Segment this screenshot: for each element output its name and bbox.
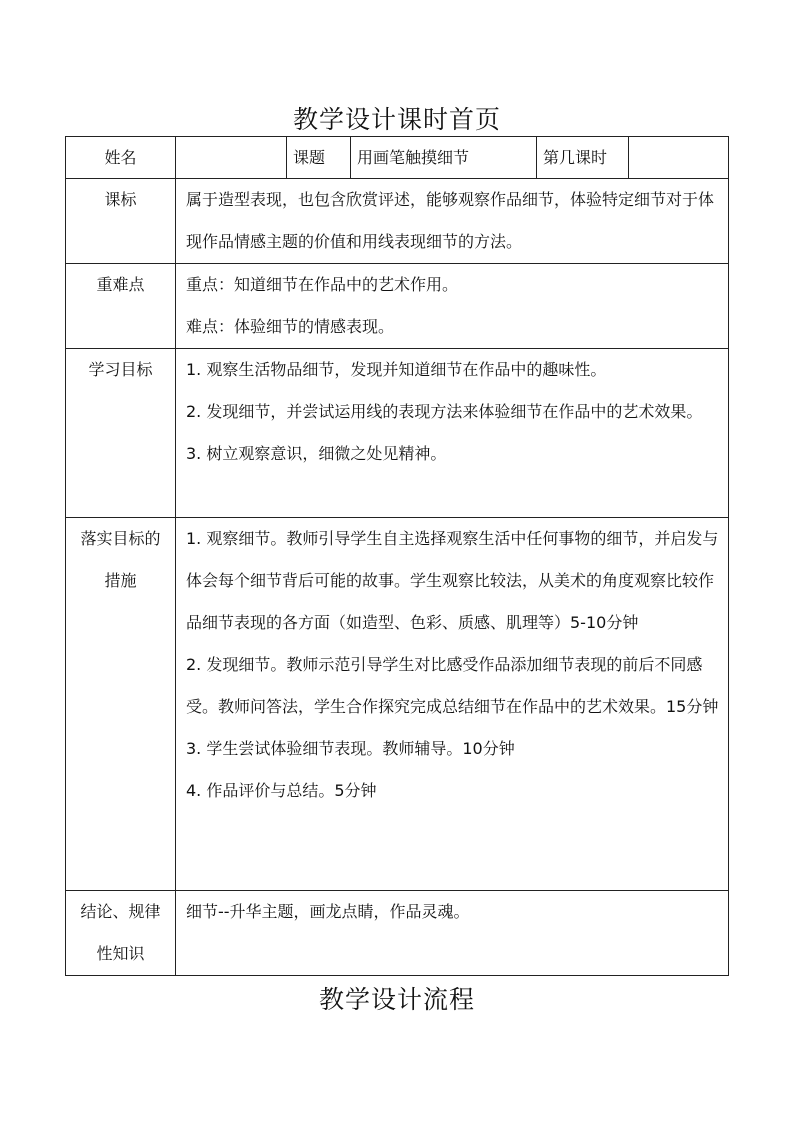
lesson-number-value <box>629 137 729 179</box>
row-label-line: 措施 <box>104 571 137 590</box>
measure-item: 1. 观察细节。教师引导学生自主选择观察生活中任何事物的细节，并启发与体会每个细节背后可能的故事。学生观察比较法，从美术的角度观察比较作品细节表现的各方面（如造型、色彩、质感、肌理等）5-10分钟 <box>186 529 719 632</box>
row-label: 重难点 <box>96 275 145 294</box>
objective-item: 2. 发现细节，并尝试运用线的表现方法来体验细节在作品中的艺术效果。 <box>186 402 703 421</box>
section-title: 教学设计流程 <box>318 985 475 1014</box>
lesson-plan-table <box>65 136 729 976</box>
row-label-line: 结论、规律 <box>80 902 161 921</box>
topic-value: 用画笔触摸细节 <box>351 137 537 179</box>
conclusion-row <box>66 891 729 976</box>
topic-label: 课题 <box>287 137 351 179</box>
row-content-line: 难点：体验细节的情感表现。 <box>186 317 395 336</box>
name-value <box>176 137 287 179</box>
row-content-line: 重点：知道细节在作品中的艺术作用。 <box>186 275 459 294</box>
objective-item: 3. 树立观察意识，细微之处见精神。 <box>186 444 447 463</box>
row-label: 学习目标 <box>88 360 153 379</box>
lesson-number-label: 第几课时 <box>537 137 629 179</box>
measure-item: 3. 学生尝试体验细节表现。教师辅导。10分钟 <box>186 739 515 758</box>
key-difficult-points-row <box>66 264 729 349</box>
row-content: 细节--升华主题，画龙点睛，作品灵魂。 <box>186 902 470 921</box>
learning-objectives-row <box>66 349 729 518</box>
row-label-line: 落实目标的 <box>80 529 161 548</box>
row-label: 课标 <box>104 190 137 209</box>
name-label: 姓名 <box>66 137 176 179</box>
row-label-line: 性知识 <box>96 944 145 963</box>
header-row <box>66 137 729 179</box>
page-title: 教学设计课时首页 <box>292 105 501 134</box>
measure-item: 2. 发现细节。教师示范引导学生对比感受作品添加细节表现的前后不同感受。教师问答法，学生合作探究完成总结细节在作品中的艺术效果。15分钟 <box>186 655 719 716</box>
curriculum-standard-row <box>66 179 729 264</box>
measures-row <box>66 518 729 891</box>
row-content: 属于造型表现，也包含欣赏评述，能够观察作品细节，体验特定细节对于体现作品情感主题的价值和用线表现细节的方法。 <box>186 190 715 251</box>
measure-item: 4. 作品评价与总结。5分钟 <box>186 781 377 800</box>
objective-item: 1. 观察生活物品细节，发现并知道细节在作品中的趣味性。 <box>186 360 607 379</box>
